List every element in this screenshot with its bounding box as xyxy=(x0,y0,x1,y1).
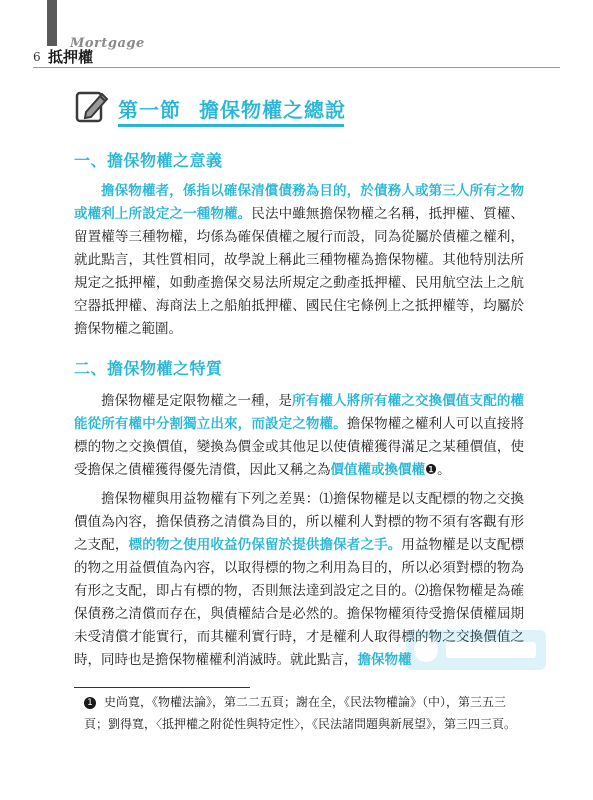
text-run: 民法中雖無擔保物權之名稱，抵押權、質權、留置權等三種物權，均係為確保債權之履行而設，同為從屬於債權之權利，就此點言，其性質相同，故學說上稱此三種物權為擔保物權。其他特別法所規定之抵押權，如動產擔保交易法所規定之動產抵押權、民用航空法上之航空器抵押權、海商法上之船舶抵押權、國民住宅條例上之抵押權等，均屬於擔保物權之範圍。 xyxy=(74,206,524,337)
text-run: 所有權人將所有權之交換價值支配的權能從所有權中分割獨立出來，而設定之物權。 xyxy=(74,393,525,432)
text-run: ❶。 xyxy=(425,462,451,478)
section-number: 第一節 xyxy=(118,98,181,122)
text-run: 擔保物權與用益物權有下列之差異：⑴擔保物權是以支配標的物之交換價值為內容，擔保債務之清償為目的，所以權利人對標的物不須有客觀有形之支配， xyxy=(74,491,524,553)
footnote xyxy=(84,691,524,735)
heading-meaning: 一、擔保物權之意義 xyxy=(74,151,223,170)
section-title-underline xyxy=(118,124,344,127)
text-run: 價值權或換價權 xyxy=(330,462,425,478)
section-name: 擔保物權之總說 xyxy=(199,98,346,122)
header-series-zh: 抵押權 xyxy=(48,48,94,66)
header-rule xyxy=(33,67,560,68)
text-run: 擔保物權 xyxy=(357,652,412,668)
watermark-logo xyxy=(406,630,546,670)
header-bar xyxy=(47,0,57,46)
footnote-text: 史尚寬，《物權法論》，第二二五頁；謝在全，《民法物權論》（中），第三五三頁；劉得寬，〈抵押權之附從性與特定性〉，《民法諸問題與新展望》，第三四三頁。 xyxy=(84,695,517,731)
text-run: 擔保物權之權利人可以直接將標的物之交換價值，變換為價金或其他足以使債權獲得滿足之某種價值，使受擔保之債權獲得優先清償，因此又稱之為 xyxy=(74,416,524,478)
paragraph-characteristics-1 xyxy=(74,390,524,482)
text-run: 擔保物權是定限物權之一種，是 xyxy=(101,393,293,409)
heading-characteristics: 二、擔保物權之特質 xyxy=(74,359,223,378)
text-run: 用益物權是以支配標的物之用益價值為內容，以取得標的物之利用為目的，所以必須對標的物為有形之支配，即占有標的物，否則無法達到設定之目的。⑵擔保物權是為確保債務之清償而存在，與債權結合是必然的。擔保物權須待受擔保債權屆期未受清償才能實行，而其權利實行時，才是權利人取得標的物之交換價值之時，同時也是擔保物權權利消滅時。就此點言， xyxy=(74,537,524,668)
header-series-en: Mortgage xyxy=(70,36,145,51)
page-number: 6 xyxy=(33,50,41,64)
text-run: 標的物之使用收益仍保留於提供擔保者之手。 xyxy=(128,537,402,553)
footnote-rule xyxy=(74,687,250,688)
footnote-mark: 1 xyxy=(84,697,96,709)
pencil-note-icon xyxy=(74,88,110,124)
paragraph-meaning xyxy=(74,180,524,341)
section-title xyxy=(118,94,346,123)
text-run: 擔保物權者，係指以確保清償債務為目的，於債務人或第三人所有之物或權利上所設定之一種物權。 xyxy=(74,183,524,222)
